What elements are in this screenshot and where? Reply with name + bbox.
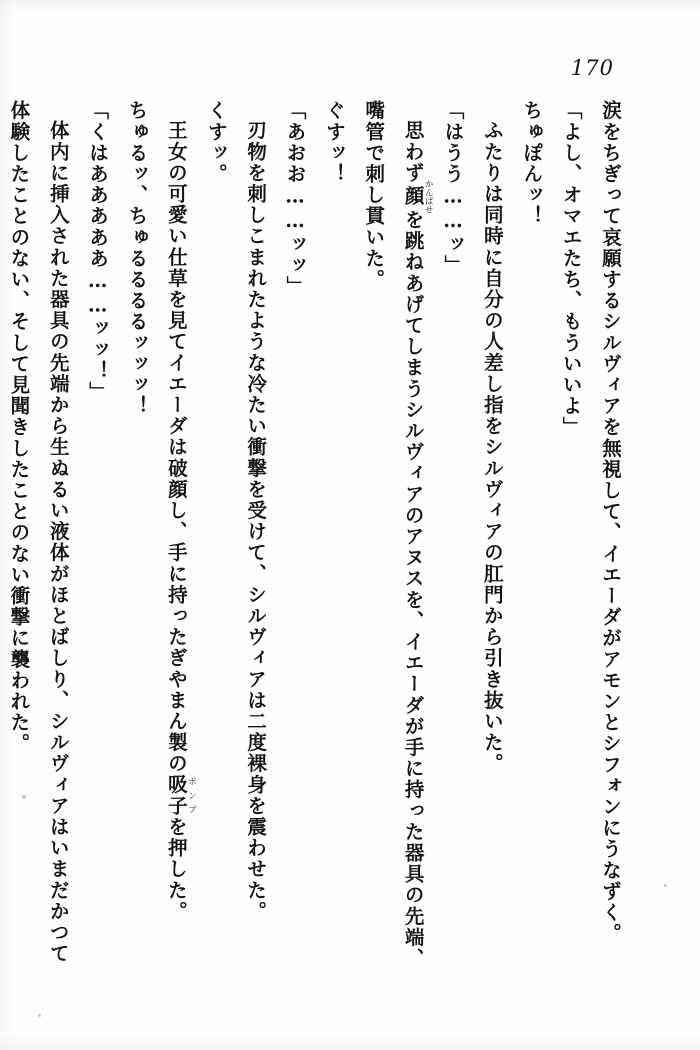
text-line: 体内に挿入された器具の先端から生ぬるい液体がほとばしり、シルヴィアはいまだかつて体験したことのない、そして見聞きしたことのない衝撃に襲われた。 xyxy=(7,100,70,964)
text-line: ふたりは同時に自分の人差し指をシルヴィアの肛門から引き抜いた。 xyxy=(480,119,504,774)
text-line: ちゅぽんッ！ xyxy=(520,100,544,227)
text-line: 涙をちぎって哀願するシルヴィアを無視して、イエーダがアモンとシフォンにうなずく。 xyxy=(599,100,622,944)
body-text xyxy=(7,100,630,980)
text-line: ぐすッ！ xyxy=(322,100,346,185)
text-line-with-ruby: 思わず顔かんばせを跳ねあげてしまうシルヴィアのアヌスを、イエーダが手に持った器具の先端、嘴管で刺し貫いた。 xyxy=(362,100,434,969)
text-line: 「よし、オマエたち、もういいよ」 xyxy=(559,100,583,438)
page-number: 170 xyxy=(570,56,614,80)
ruby-kanbase: 顔かんばせ xyxy=(401,178,434,213)
scan-edge-top xyxy=(0,0,700,14)
ruby-pump: 吸子ポンプ xyxy=(164,773,197,816)
scan-speck xyxy=(38,1014,41,1017)
text-line: 「あおお……ッッ」 xyxy=(283,100,307,297)
text-line: 「はうう……ッ」 xyxy=(441,100,465,276)
scan-speck xyxy=(664,884,667,887)
scan-edge-bottom xyxy=(0,1032,700,1050)
text-line: くすッ。 xyxy=(204,100,228,185)
text-line: ちゅるッ、ちゅるるるるッッッ！ xyxy=(125,100,149,417)
text-line: 刃物を刺しこまれたような冷たい衝撃を受けて、シルヴィアは二度裸身を震わせた。 xyxy=(244,119,268,922)
text-line-with-ruby: 王女の可愛い仕草を見てイエーダは破顔し、手に持ったぎやまん製の吸子ポンプを押した。 xyxy=(164,119,197,922)
text-line: 「くはあああああ……ッッ！」 xyxy=(86,100,110,403)
